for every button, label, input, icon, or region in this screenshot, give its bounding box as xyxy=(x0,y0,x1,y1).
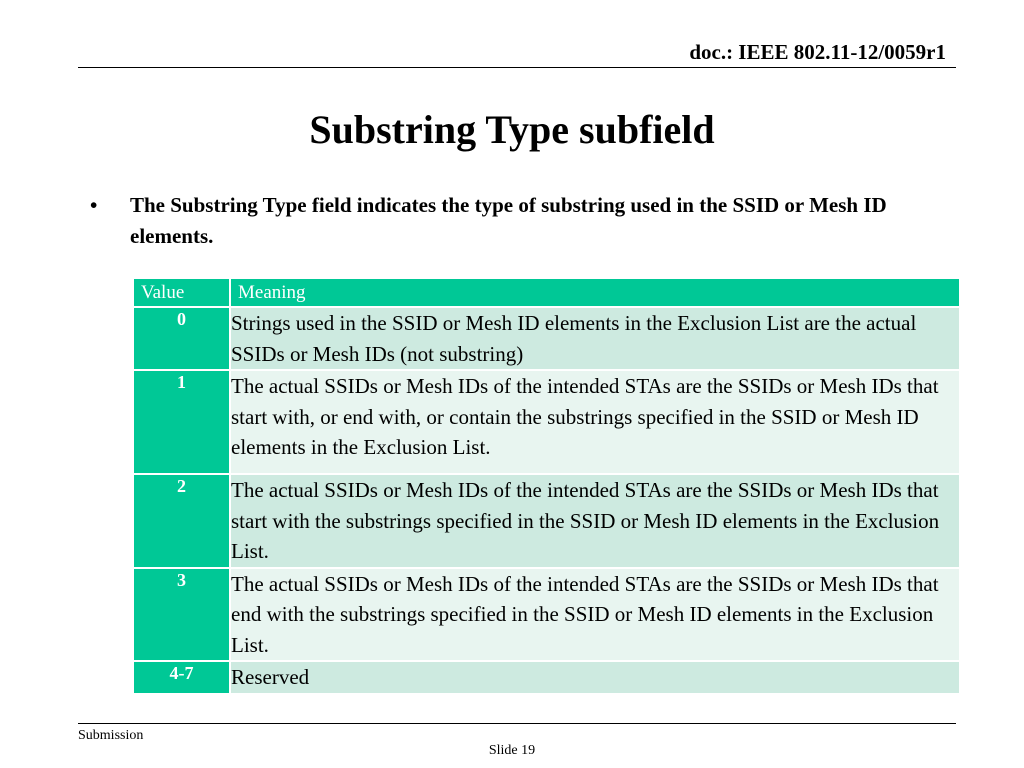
header-divider xyxy=(78,67,956,68)
value-cell: 4-7 xyxy=(133,661,230,694)
bullet-item xyxy=(90,190,940,252)
table-row xyxy=(133,307,960,370)
table-row xyxy=(133,661,960,694)
footer-submission: Submission xyxy=(78,728,144,743)
value-cell: 0 xyxy=(133,307,230,370)
meaning-cell: The actual SSIDs or Mesh IDs of the intended STAs are the SSIDs or Mesh IDs that end with the substrings specified in the SSID or Mesh ID elements in the Exclusion List. xyxy=(230,568,960,662)
table-row xyxy=(133,568,960,662)
meaning-cell: Strings used in the SSID or Mesh ID elements in the Exclusion List are the actual SSIDs or Mesh IDs (not substring) xyxy=(230,307,960,370)
meaning-cell: The actual SSIDs or Mesh IDs of the intended STAs are the SSIDs or Mesh IDs that start with the substrings specified in the SSID or Mesh ID elements in the Exclusion List. xyxy=(230,474,960,568)
table-header-row xyxy=(133,278,960,307)
bullet-marker: • xyxy=(90,193,98,217)
meaning-cell: Reserved xyxy=(230,661,960,694)
bullet-text: The Substring Type field indicates the type of substring used in the SSID or Mesh ID elements. xyxy=(130,193,887,248)
value-cell: 1 xyxy=(133,370,230,474)
table-row xyxy=(133,370,960,474)
footer-divider xyxy=(78,723,956,724)
value-cell: 2 xyxy=(133,474,230,568)
column-header-value: Value xyxy=(133,278,230,307)
slide-title: Substring Type subfield xyxy=(309,107,715,152)
document-id: doc.: IEEE 802.11-12/0059r1 xyxy=(689,40,946,64)
substring-type-table xyxy=(132,277,961,695)
column-header-meaning: Meaning xyxy=(230,278,960,307)
value-cell: 3 xyxy=(133,568,230,662)
slide-number: Slide 19 xyxy=(488,743,536,758)
table-row xyxy=(133,474,960,568)
meaning-cell: The actual SSIDs or Mesh IDs of the intended STAs are the SSIDs or Mesh IDs that start with, or end with, or contain the substrings specified in the SSID or Mesh ID elements in the Exclusion List. xyxy=(230,370,960,474)
